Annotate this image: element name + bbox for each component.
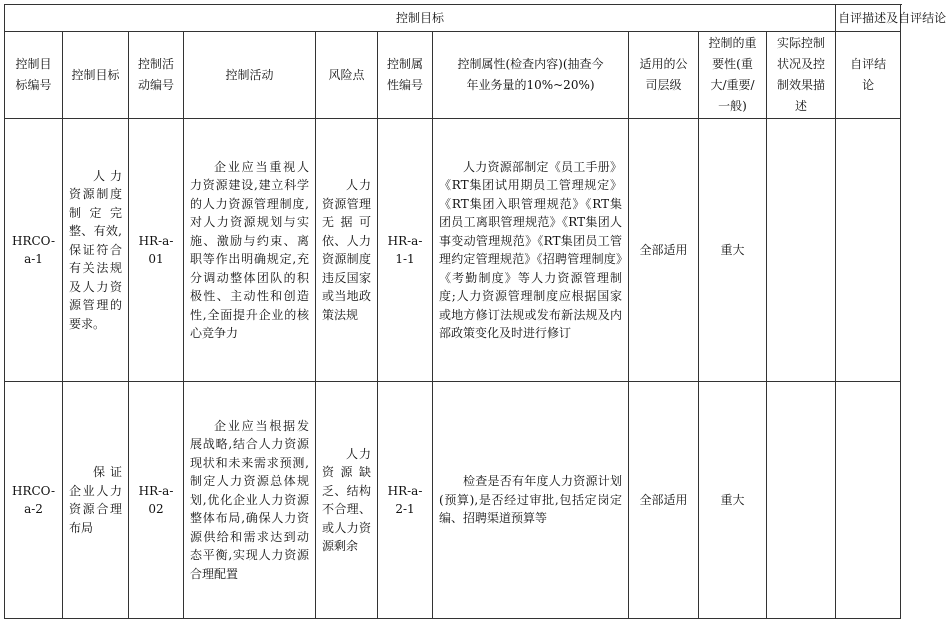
cell-level: 全部适用 xyxy=(629,119,699,382)
col-header-attr-id: 控制属性编号 xyxy=(378,32,433,119)
header-row-group xyxy=(5,5,901,32)
cell-activity: 企业应当重视人力资源建设,建立科学的人力资源管理制度,对人力资源规划与实施、激励与约束、离职等作出明确规定,充分调动整体团队的积极性、主动性和创造性,全面提升企业的核心竞争力 xyxy=(184,119,316,382)
col-header-status: 实际控制状况及控制效果描述 xyxy=(767,32,836,119)
cell-activity-id: HR-a-01 xyxy=(129,119,184,382)
cell-conclusion xyxy=(836,382,901,619)
cell-goal: 保证企业人力资源合理布局 xyxy=(63,382,129,619)
cell-importance: 重大 xyxy=(699,119,767,382)
control-objectives-table xyxy=(4,4,946,619)
col-header-attr: 控制属性(检查内容)(抽查今年业务量的10%~20%) xyxy=(433,32,629,119)
col-header-level: 适用的公司层级 xyxy=(629,32,699,119)
cell-risk: 人力资源缺乏、结构不合理、或人力资源剩余 xyxy=(316,382,378,619)
col-header-conclusion: 自评结论 xyxy=(836,32,901,119)
cell-level: 全部适用 xyxy=(629,382,699,619)
col-header-activity-id: 控制活动编号 xyxy=(129,32,184,119)
cell-attr-id: HR-a-1-1 xyxy=(378,119,433,382)
table-row xyxy=(5,382,901,619)
cell-activity-id: HR-a-02 xyxy=(129,382,184,619)
cell-conclusion xyxy=(836,119,901,382)
cell-goal-id: HRCO-a-2 xyxy=(5,382,63,619)
cell-risk: 人力资源管理无据可依、人力资源制度违反国家或当地政策法规 xyxy=(316,119,378,382)
cell-status xyxy=(767,382,836,619)
col-header-goal-id: 控制目标编号 xyxy=(5,32,63,119)
col-header-goal: 控制目标 xyxy=(63,32,129,119)
table-row xyxy=(5,119,901,382)
header-self-eval-group: 自评描述及自评结论 xyxy=(836,5,901,32)
col-header-importance: 控制的重要性(重大/重要/一般) xyxy=(699,32,767,119)
header-row-columns xyxy=(5,32,901,119)
col-header-risk: 风险点 xyxy=(316,32,378,119)
cell-goal-id: HRCO-a-1 xyxy=(5,119,63,382)
cell-status xyxy=(767,119,836,382)
cell-attr-id: HR-a-2-1 xyxy=(378,382,433,619)
col-header-activity: 控制活动 xyxy=(184,32,316,119)
cell-attr: 人力资源部制定《员工手册》《RT集团试用期员工管理规定》《RT集团入职管理规范》《RT集团员工离职管理规范》《RT集团人事变动管理规范》《RT集团员工管理约定管理规范》《招聘管理制度》《考勤制度》等人力资源管理制度;人力资源管理制度应根据国家或地方修订法规或发布新法规及内部政策变化及时进行修订 xyxy=(433,119,629,382)
header-title: 控制目标 xyxy=(5,5,836,32)
cell-activity: 企业应当根据发展战略,结合人力资源现状和未来需求预测,制定人力资源总体规划,优化企业人力资源整体布局,确保人力资源供给和需求达到动态平衡,实现人力资源合理配置 xyxy=(184,382,316,619)
cell-attr: 检查是否有年度人力资源计划(预算),是否经过审批,包括定岗定编、招聘渠道预算等 xyxy=(433,382,629,619)
cell-goal: 人力资源制度制定完整、有效,保证符合有关法规及人力资源管理的要求。 xyxy=(63,119,129,382)
cell-importance: 重大 xyxy=(699,382,767,619)
